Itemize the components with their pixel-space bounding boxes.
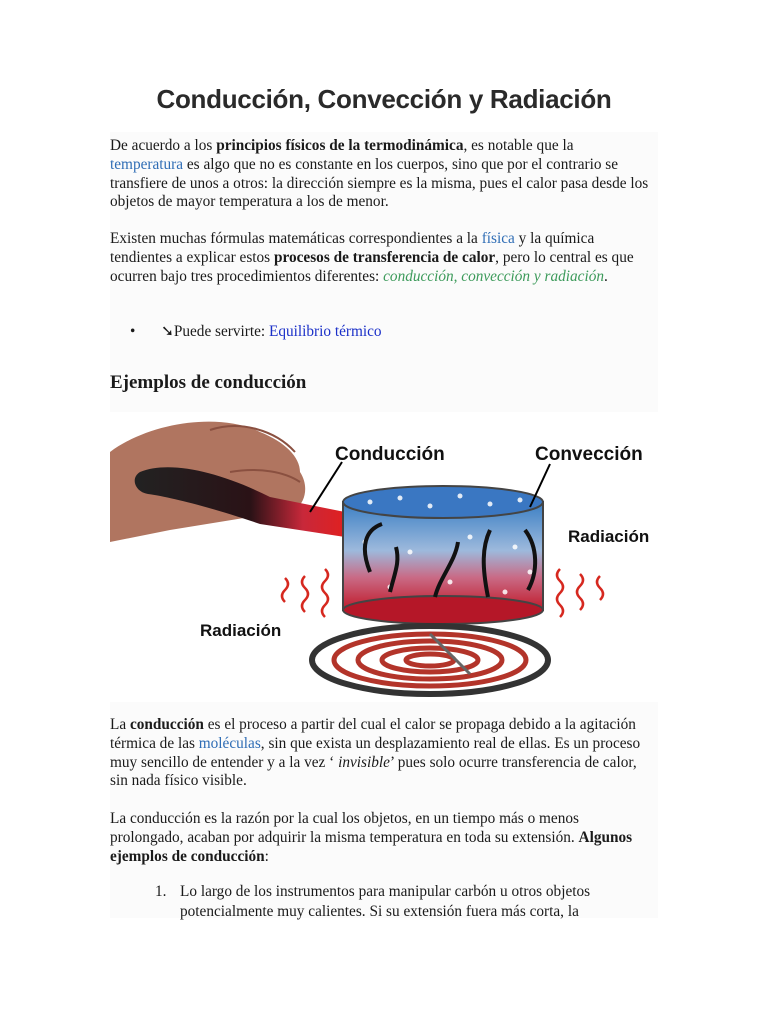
paragraph-conduccion [110, 716, 650, 791]
list-item-text: Lo largo de los instrumentos para manipular carbón u otros objetos potencialmente muy calientes. Si su extensión fuera más corta, la [180, 883, 591, 920]
green-link[interactable]: conducción, convección y radiación [383, 267, 604, 285]
text: De acuerdo a los [110, 137, 217, 154]
label-radiacion-left: Radiación [200, 621, 282, 640]
bold-text: conducción [129, 716, 204, 733]
text: . [604, 267, 608, 285]
link-fisica[interactable]: física [481, 230, 515, 247]
text: : [264, 847, 269, 865]
text: y la química tendientes a explicar estos [110, 230, 595, 266]
heat-transfer-illustration [110, 412, 658, 702]
bold-text: Algunos ejemplos de conducción [110, 828, 633, 865]
page-title: Conducción, Convección y Radiación [156, 84, 612, 114]
bold-text: principios físicos de la termodinámica [216, 137, 464, 154]
section-heading: Ejemplos de conducción [110, 372, 307, 393]
link-equilibrio-termico[interactable]: Equilibrio térmico [269, 323, 382, 340]
list-number: 1. [155, 883, 167, 900]
bullet-text: Puede servirte: [173, 323, 269, 340]
paragraph-ejemplos [110, 810, 650, 866]
text: es algo que no es constante en los cuerpos, sino que por el contrario se transfiere de unos a otros: la dirección siempre es la misma, pues el calor pasa desde los objetos de mayor temperatura a los de menor. [110, 155, 649, 211]
text: La conducción es la razón por la cual los objetos, en un tiempo más o menos prolongado, acaban por adquirir la misma temperatura en toda su extensión. [110, 810, 579, 846]
bullet-dot: • [130, 323, 136, 340]
text: ’ pues solo ocurre transferencia de calor, sin nada físico visible. [110, 753, 637, 790]
text: , pero lo central es que ocurren bajo tres procedimientos diferentes: [110, 248, 634, 285]
text: La [110, 716, 130, 733]
text: , sin que exista un desplazamiento real de ellas. Es un proceso muy sencillo de entender y a la vez ‘ [110, 734, 641, 771]
heat-transfer-figure [110, 412, 658, 702]
ordered-list [155, 882, 655, 921]
link-moleculas[interactable]: moléculas [198, 734, 261, 752]
label-radiacion-right: Radiación [568, 527, 650, 546]
text: , es notable que la [463, 137, 574, 154]
label-conduccion: Conducción [335, 444, 445, 465]
paragraph-intro [110, 137, 650, 212]
paragraph-procesos [110, 230, 650, 286]
arrow-icon: ➘ [161, 323, 174, 340]
bold-text: procesos de transferencia de calor [273, 248, 496, 266]
text: Existen muchas fórmulas matemáticas correspondientes a la [110, 230, 482, 247]
link-temperatura[interactable]: temperatura [110, 155, 184, 173]
label-conveccion: Convección [535, 444, 643, 465]
text: es el proceso a partir del cual el calor se propaga debido a la agitación térmica de las [110, 716, 636, 752]
italic-text: invisible [338, 753, 390, 771]
list-item [155, 882, 655, 921]
related-bullet [130, 322, 382, 341]
